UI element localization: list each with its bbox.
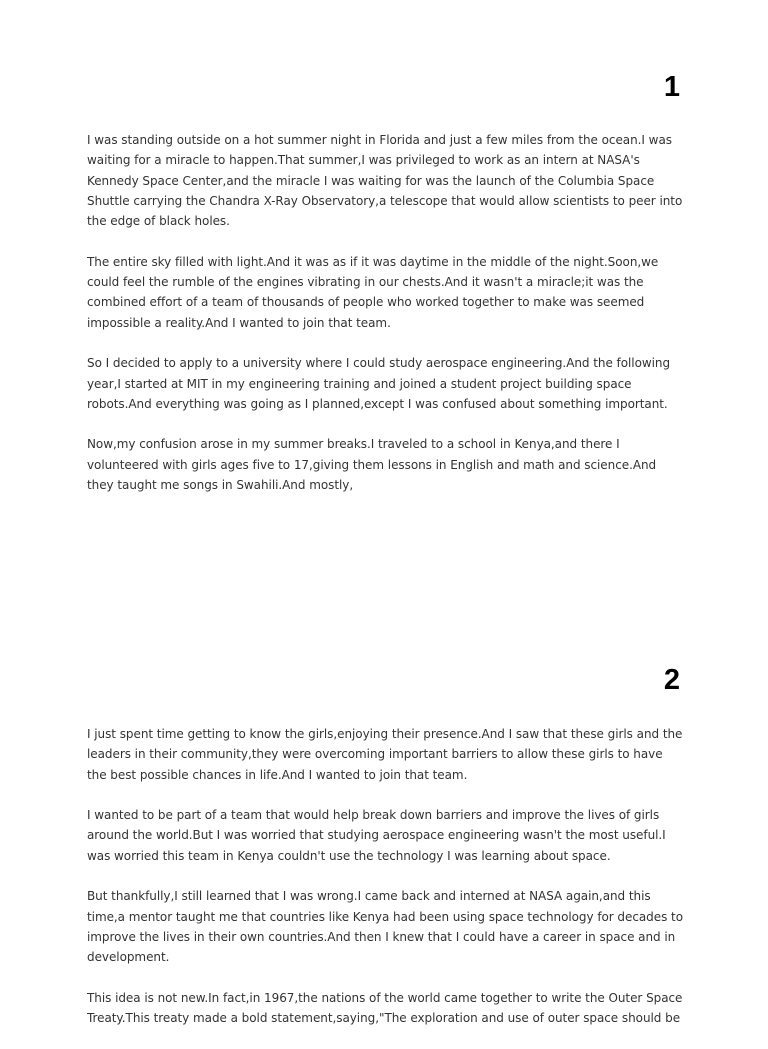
- paragraph: I was standing outside on a hot summer night in Florida and just a few miles from the ocean.I was waiting for a miracle to happen.That summer,I was privileged to work as an intern at NASA's Kennedy Space Center,and the miracle I was waiting for was the launch of the Columbia Space Shuttle carrying the Chandra X-Ray Observatory,a telescope that would allow scientists to peer into the edge of black holes.: [87, 133, 683, 229]
- paragraph: I just spent time getting to know the girls,enjoying their presence.And I saw that these girls and the leaders in their community,they were overcoming important barriers to allow these girls to have the best possible chances in life.And I wanted to join that team.: [87, 727, 683, 782]
- page-2-body: [87, 724, 683, 1049]
- paragraph: Now,my confusion arose in my summer breaks.I traveled to a school in Kenya,and there I volunteered with girls ages five to 17,giving them lessons in English and math and science.And they taught me songs in Swahili.And mostly,: [87, 437, 657, 493]
- page-1-body: [87, 130, 683, 516]
- paragraph: The entire sky filled with light.And it was as if it was daytime in the middle of the night.Soon,we could feel the rumble of the engines vibrating in our chests.And it wasn't a miracle;it was the combined effort of a team of thousands of people who worked together to make was seemed impossible a reality.And I wanted to join that team.: [87, 254, 659, 330]
- page-number: 1: [663, 71, 680, 103]
- paragraph: So I decided to apply to a university where I could study aerospace engineering.And the following year,I started at MIT in my engineering training and joined a student project building space robots.And everything was going as I planned,except I was confused about something important.: [87, 356, 671, 411]
- paragraph: This idea is not new.In fact,in 1967,the nations of the world came together to write the Outer Space Treaty.This treaty made a bold statement,saying,"The exploration and use of outer space should be: [87, 990, 683, 1026]
- paragraph: I wanted to be part of a team that would help break down barriers and improve the lives of girls around the world.But I was worried that studying aerospace engineering wasn't the most useful.I was worried this team in Kenya couldn't use the technology I was learning about space.: [87, 808, 666, 863]
- paragraph: But thankfully,I still learned that I was wrong.I came back and interned at NASA again,and this time,a mentor taught me that countries like Kenya had been using space technology for decades to improve the lives in their own countries.And then I knew that I could have a career in space and in development.: [87, 889, 683, 965]
- page-number: 2: [663, 664, 680, 696]
